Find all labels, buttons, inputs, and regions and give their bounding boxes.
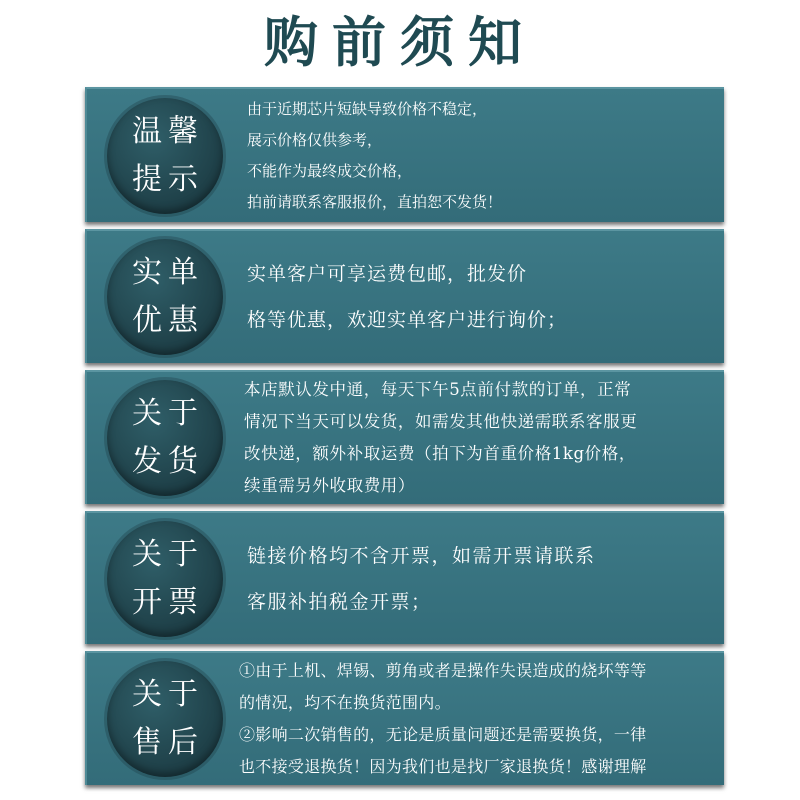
- text-line: 续重需另外收取费用）: [244, 476, 415, 495]
- section-text: [247, 89, 712, 222]
- badge-line: 发货: [132, 444, 204, 479]
- notice-panel-tips: [85, 87, 724, 222]
- text-line: 格等优惠，欢迎实单客户进行询价；: [247, 309, 568, 331]
- text-line: 实单客户可享运费包邮，批发价: [247, 263, 528, 285]
- badge-line: 售后: [132, 725, 204, 760]
- section-badge: [107, 239, 223, 355]
- notice-panel-discount: [85, 229, 724, 363]
- text-line: 不能作为最终成交价格，: [247, 161, 413, 180]
- text-line: 链接价格均不含开票，如需开票请联系: [247, 544, 596, 567]
- section-badge: [107, 380, 223, 496]
- notice-panel-after-sales: [85, 651, 724, 785]
- badge-line: 优惠: [132, 303, 204, 338]
- badge-line: 提示: [132, 161, 204, 197]
- page-title: 购前须知: [264, 11, 536, 74]
- notice-panel-invoice: [85, 511, 724, 644]
- badge-line: 关于: [132, 536, 204, 572]
- section-badge: [107, 98, 223, 214]
- text-line: 的情况，均不在换货范围内。: [239, 693, 451, 712]
- badge-line: 温馨: [132, 113, 204, 149]
- text-line: 情况下当天可以发货，如需发其他快递需联系客服更: [244, 412, 638, 431]
- text-line: 本店默认发中通，每天下午5点前付款的订单，正常: [244, 380, 632, 399]
- badge-line: 实单: [132, 255, 204, 290]
- badge-line: 关于: [132, 677, 204, 712]
- text-line: 展示价格仅供参考，: [247, 130, 383, 149]
- text-line: ①由于上机、焊锡、剪角或者是操作失误造成的烧坏等等: [239, 661, 647, 680]
- text-line: ②影响二次销售的，无论是质量问题还是需要换货，一律: [239, 725, 647, 744]
- section-text: [247, 513, 712, 644]
- notice-panel-shipping: [85, 370, 724, 504]
- badge-line: 开票: [132, 584, 204, 620]
- section-text: [244, 372, 712, 504]
- text-line: 改快递，额外补取运费（拍下为首重价格1kg价格，: [244, 444, 636, 463]
- text-line: 由于近期芯片短缺导致价格不稳定，: [247, 99, 488, 118]
- badge-line: 关于: [132, 396, 204, 431]
- text-line: 也不接受退换货！因为我们也是找厂家退换货！感谢理解: [239, 757, 647, 776]
- text-line: 拍前请联系客服报价，直拍恕不发货！: [247, 192, 503, 211]
- text-line: 客服补拍税金开票；: [247, 590, 432, 613]
- section-badge: [107, 661, 223, 777]
- section-badge: [107, 521, 223, 637]
- section-text: [239, 653, 712, 785]
- section-text: [247, 231, 712, 363]
